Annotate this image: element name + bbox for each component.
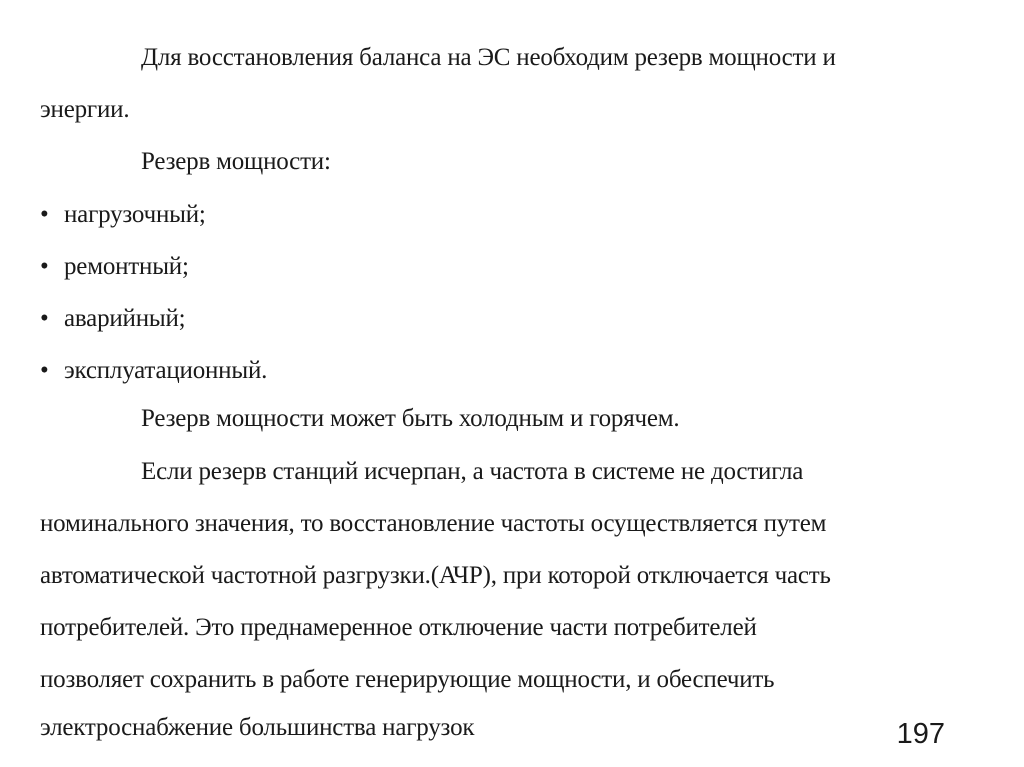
reserve-heading: Резерв мощности: xyxy=(141,148,331,175)
list-item xyxy=(40,356,980,386)
list-item xyxy=(40,252,980,282)
list-item-text: эксплуатационный. xyxy=(64,357,268,384)
paragraph3-line5: позволяет сохранить в работе генерирующие мощности, и обеспечить xyxy=(40,666,775,693)
list-item-text: нагрузочный; xyxy=(64,201,206,228)
paragraph1-line1: Для восстановления баланса на ЭС необходим резерв мощности и xyxy=(141,44,836,71)
list-item xyxy=(40,200,980,230)
paragraph3-line2: номинального значения, то восстановление частоты осуществляется путем xyxy=(40,510,827,537)
bullet-icon: • xyxy=(40,305,49,332)
list-item-text: ремонтный; xyxy=(64,253,189,280)
bullet-icon: • xyxy=(40,201,49,228)
paragraph3-line1: Если резерв станций исчерпан, а частота в системе не достигла xyxy=(141,458,804,485)
list-item xyxy=(40,304,980,334)
paragraph3-line4: потребителей. Это преднамеренное отключение части потребителей xyxy=(40,614,757,641)
paragraph3-line3: автоматической частотной разгрузки.(АЧР), при которой отключается часть xyxy=(40,562,831,589)
paragraph2: Резерв мощности может быть холодным и горячем. xyxy=(141,405,680,432)
bullet-icon: • xyxy=(40,253,49,280)
bullet-icon: • xyxy=(40,357,49,384)
page-number: 197 xyxy=(896,718,945,750)
paragraph1-line2: энергии. xyxy=(40,96,130,123)
paragraph3-line6: электроснабжение большинства нагрузок xyxy=(40,714,475,741)
list-item-text: аварийный; xyxy=(64,305,186,332)
